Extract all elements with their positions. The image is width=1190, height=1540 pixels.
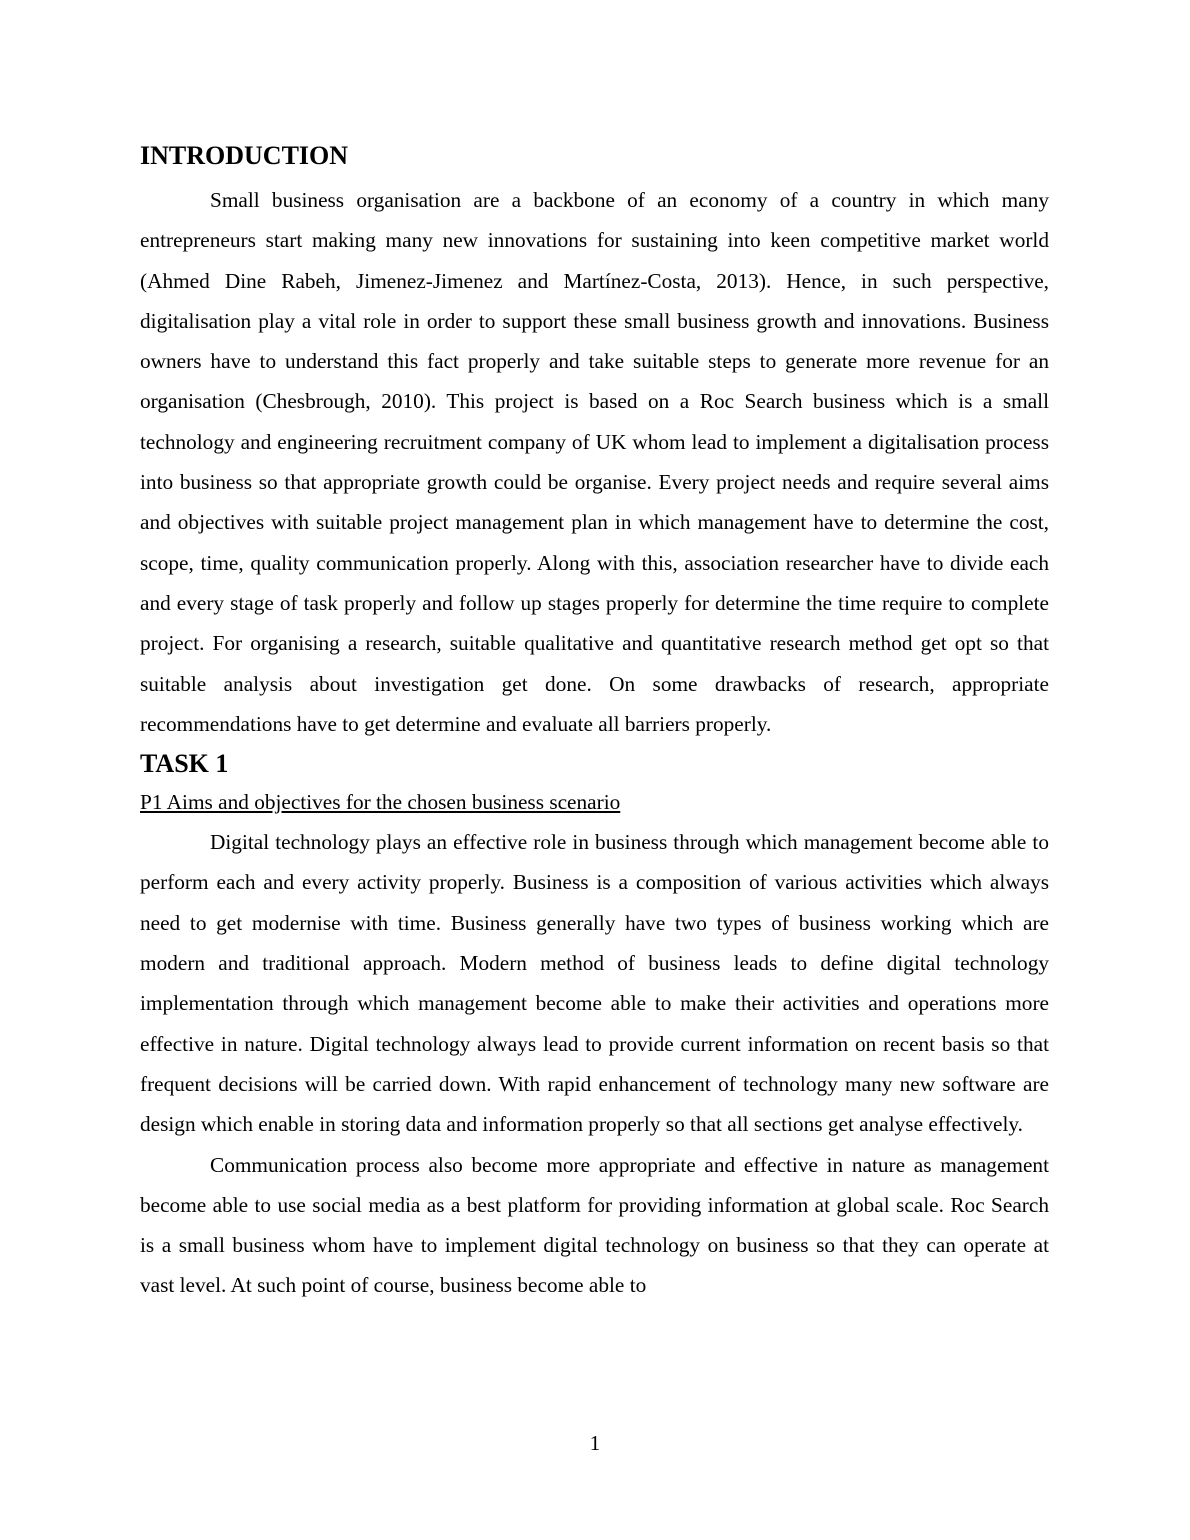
p1-paragraph-2: Communication process also become more appropriate and effective in nature as management become able to use social media as a best platform for providing information at global scale. Roc Search is a small business whom have to implement digital technology on business so that they can operate at vast level. At such point of course, business become able to <box>140 1152 1049 1298</box>
page-content <box>140 138 1049 1306</box>
p1-paragraph-1: Digital technology plays an effective role in business through which management become able to perform each and every activity properly. Business is a composition of various activities which always need to get modernise with time. Business generally have two types of business working which are modern and traditional approach. Modern method of business leads to define digital technology implementation through which management become able to make their activities and operations more effective in nature. Digital technology always lead to provide current information on recent basis so that frequent decisions will be carried down. With rapid enhancement of technology many new software are design which enable in storing data and information properly so that all sections get analyse effectively. <box>140 830 1049 1137</box>
introduction-heading: INTRODUCTION <box>140 141 349 170</box>
introduction-paragraph: Small business organisation are a backbone of an economy of a country in which many entrepreneurs start making many new innovations for sustaining into keen competitive market world (Ahmed Dine Rabeh, Jimenez-Jimenez and Martínez-Costa, 2013). Hence, in such perspective, digitalisation play a vital role in order to support these small business growth and innovations. Business owners have to understand this fact properly and take suitable steps to generate more revenue for an organisation (Chesbrough, 2010). This project is based on a Roc Search business which is a small technology and engineering recruitment company of UK whom lead to implement a digitalisation process into business so that appropriate growth could be organise. Every project needs and require several aims and objectives with suitable project management plan in which management have to determine the cost, scope, time, quality communication properly. Along with this, association researcher have to divide each and every stage of task properly and follow up stages properly for determine the time require to complete project. For organising a research, suitable qualitative and quantitative research method get opt so that suitable analysis about investigation get done. On some drawbacks of research, appropriate recommendations have to get determine and evaluate all barriers properly. <box>140 188 1049 736</box>
p1-subheading: P1 Aims and objectives for the chosen business scenario <box>140 790 621 815</box>
task-1-heading: TASK 1 <box>140 749 229 779</box>
page-number: 1 <box>589 1431 601 1455</box>
